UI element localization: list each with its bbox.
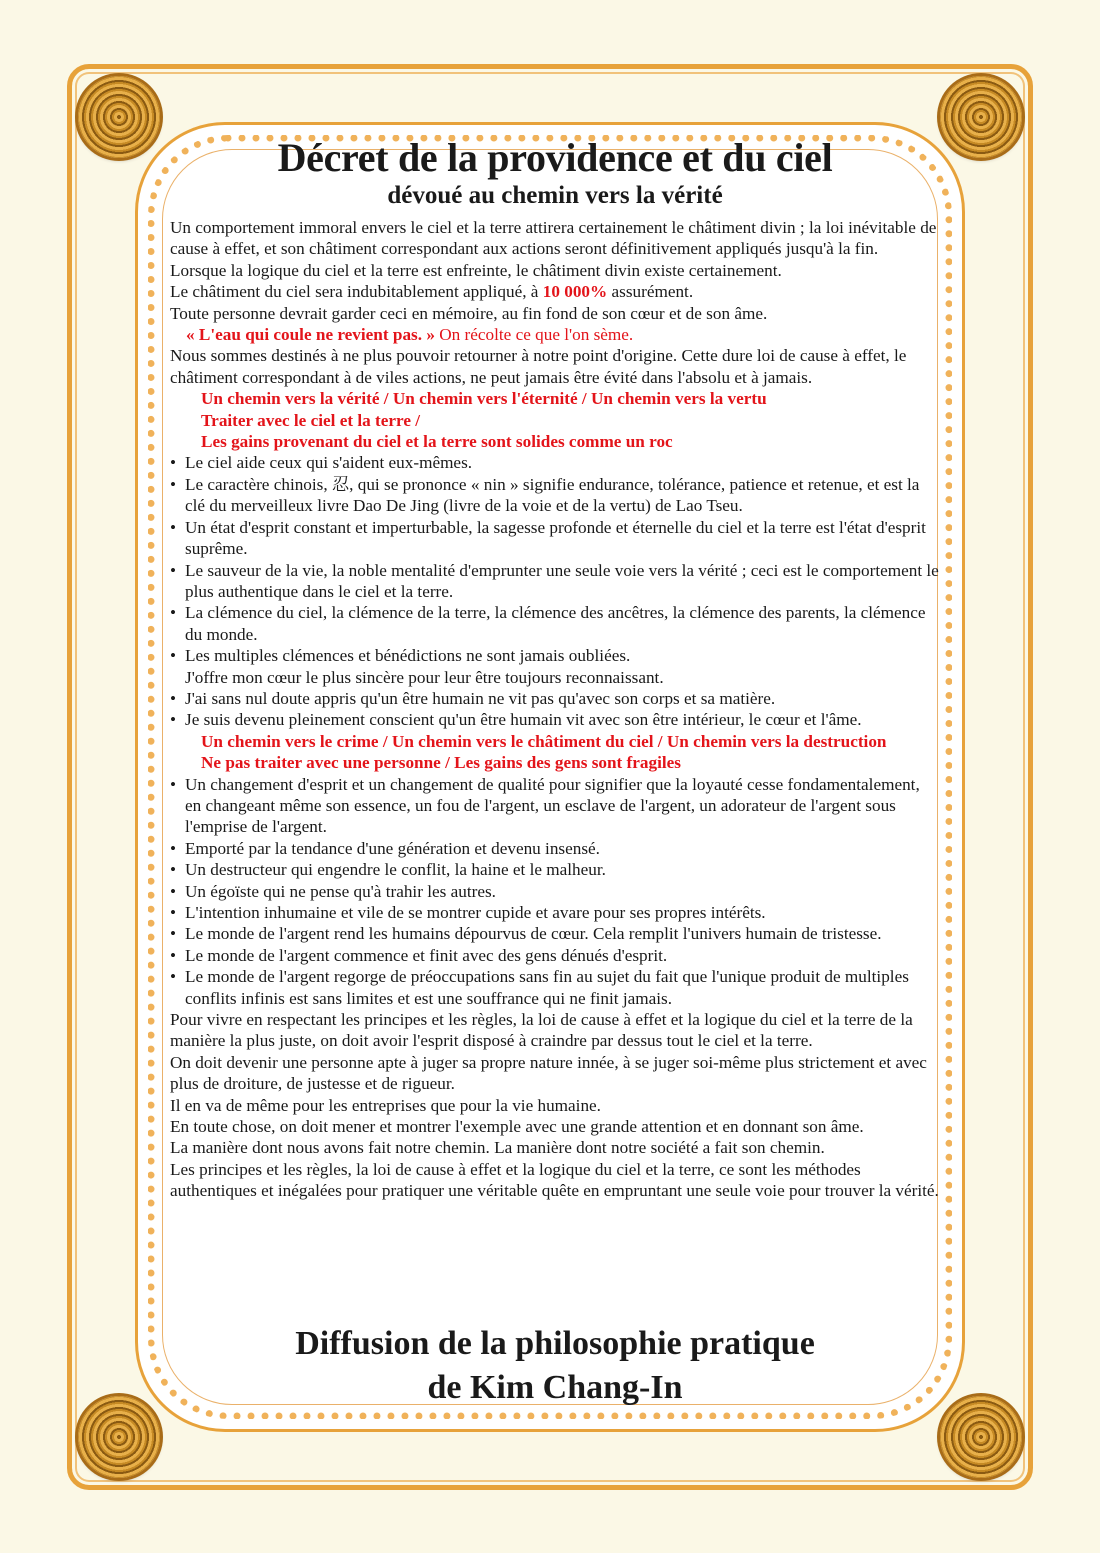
virtue-list bbox=[170, 452, 940, 666]
vice-list bbox=[170, 774, 940, 1009]
list-item: • Un changement d'esprit et un changement de qualité pour signifier que la loyauté cesse fondamentalement, en changeant même son essence, un fou de l'argent, un esclave de l'argent, un adorateur de l'argent sous l'emprise de l'argent. bbox=[170, 774, 940, 838]
list-item: • Je suis devenu pleinement conscient qu'un être humain vit avec son être intérieur, le cœur et l'âme. bbox=[170, 709, 940, 730]
section-heading: Un chemin vers le crime / Un chemin vers le châtiment du ciel / Un chemin vers la destruction bbox=[201, 731, 887, 751]
footer-line: de Kim Chang-In bbox=[427, 1369, 683, 1406]
list-item: • L'intention inhumaine et vile de se montrer cupide et avare pour ses propres intérêts. bbox=[170, 902, 940, 923]
section-heading: Un chemin vers la vérité / Un chemin vers l'éternité / Un chemin vers la vertu bbox=[201, 389, 767, 409]
list-item: • J'ai sans nul doute appris qu'un être humain ne vit pas qu'avec son corps et sa matière. bbox=[170, 688, 940, 709]
intro-paragraph: Un comportement immoral envers le ciel et la terre attirera certainement le châtiment divin ; la loi inévitable de cause à effet, et son châtiment correspondant aux actions seront définitivement appliqués jusqu'à la fin. bbox=[170, 218, 937, 259]
corner-medallion-icon bbox=[78, 1396, 160, 1478]
footer-line: Diffusion de la philosophie pratique bbox=[295, 1325, 815, 1362]
list-item: • Un état d'esprit constant et imperturbable, la sagesse profonde et éternelle du ciel et la terre est l'état d'esprit suprême. bbox=[170, 517, 940, 560]
proverb-quote: « L'eau qui coule ne revient pas. » bbox=[186, 325, 435, 345]
percentage-highlight: 10 000% bbox=[542, 282, 608, 302]
section-heading: Ne pas traiter avec une personne / Les gains des gens sont fragiles bbox=[201, 753, 681, 773]
closing-paragraph: Il en va de même pour les entreprises que pour la vie humaine. bbox=[170, 1095, 601, 1115]
list-item: • La clémence du ciel, la clémence de la terre, la clémence des ancêtres, la clémence des parents, la clémence du monde. bbox=[170, 602, 940, 645]
closing-paragraph: En toute chose, on doit mener et montrer l'exemple avec une grande attention et en donnant son âme. bbox=[170, 1117, 864, 1137]
page-title: Décret de la providence et du ciel bbox=[277, 135, 833, 180]
intro-paragraph: Nous sommes destinés à ne plus pouvoir retourner à notre point d'origine. Cette dure loi de cause à effet, le châtiment correspondant à de viles actions, ne peut jamais être évité dans l'absolu et à jamais. bbox=[170, 346, 907, 387]
closing-paragraph: Les principes et les règles, la loi de cause à effet et la logique du ciel et la terre, ce sont les méthodes authentiques et inégalées pour pratiquer une véritable quête en empruntant une seule voie pour trouver la vérité. bbox=[170, 1159, 939, 1201]
list-item: • Un destructeur qui engendre le conflit, la haine et le malheur. bbox=[170, 859, 940, 880]
corner-medallion-icon bbox=[78, 76, 160, 158]
list-item: • Le ciel aide ceux qui s'aident eux-mêmes. bbox=[170, 452, 940, 473]
closing-paragraph: La manière dont nous avons fait notre chemin. La manière dont notre société a fait son chemin. bbox=[170, 1138, 825, 1158]
page-subtitle: dévoué au chemin vers la vérité bbox=[387, 182, 723, 209]
intro-paragraph: Lorsque la logique du ciel et la terre est enfreinte, le châtiment divin existe certainement. bbox=[170, 260, 782, 280]
list-item: • Le monde de l'argent rend les humains dépourvus de cœur. Cela remplit l'univers humain de tristesse. bbox=[170, 923, 940, 944]
list-item: • Le monde de l'argent regorge de préoccupations sans fin au sujet du fait que l'unique produit de multiples conflits infinis est sans limites et est une souffrance qui ne finit jamais. bbox=[170, 966, 940, 1009]
list-item: • Le sauveur de la vie, la noble mentalité d'emprunter une seule voie vers la vérité ; ceci est le comportement le plus authentique dans le ciel et la terre. bbox=[170, 560, 940, 603]
virtue-list-continued bbox=[170, 688, 940, 731]
list-item: • Le monde de l'argent commence et finit avec des gens dénués d'esprit. bbox=[170, 945, 940, 966]
list-item: • Les multiples clémences et bénédictions ne sont jamais oubliées. bbox=[170, 645, 940, 666]
section-heading: Les gains provenant du ciel et la terre sont solides comme un roc bbox=[201, 432, 673, 452]
list-continuation: J'offre mon cœur le plus sincère pour leur être toujours reconnaissant. bbox=[185, 667, 664, 687]
document-body bbox=[170, 217, 940, 1202]
section-heading: Traiter avec le ciel et la terre / bbox=[201, 410, 421, 430]
footer-signature bbox=[170, 1322, 940, 1410]
list-item: • Un égoïste qui ne pense qu'à trahir les autres. bbox=[170, 881, 940, 902]
document-content bbox=[170, 135, 940, 1202]
proverb-line: « L'eau qui coule ne revient pas. » On récolte ce que l'on sème. bbox=[186, 325, 634, 345]
intro-paragraph: Le châtiment du ciel sera indubitablement appliqué, à 10 000% assurément. bbox=[170, 282, 694, 302]
intro-paragraph: Toute personne devrait garder ceci en mémoire, au fin fond de son cœur et de son âme. bbox=[170, 303, 768, 323]
corner-medallion-icon bbox=[940, 1396, 1022, 1478]
closing-paragraph: Pour vivre en respectant les principes et les règles, la loi de cause à effet et la logique du ciel et la terre de la manière la plus juste, on doit avoir l'esprit disposé à craindre par dessus tout le ciel et la terre. bbox=[170, 1010, 913, 1051]
list-item: • Emporté par la tendance d'une génération et devenu insensé. bbox=[170, 838, 940, 859]
list-item: • Le caractère chinois, 忍, qui se prononce « nin » signifie endurance, tolérance, patience et retenue, et est la clé du merveilleux livre Dao De Jing (livre de la voie et de la vertu) de Lao Tseu. bbox=[170, 474, 940, 517]
closing-paragraph: On doit devenir une personne apte à juger sa propre nature innée, à se juger soi-même plus strictement et avec plus de droiture, de justesse et de rigueur. bbox=[170, 1052, 927, 1094]
corner-medallion-icon bbox=[940, 76, 1022, 158]
